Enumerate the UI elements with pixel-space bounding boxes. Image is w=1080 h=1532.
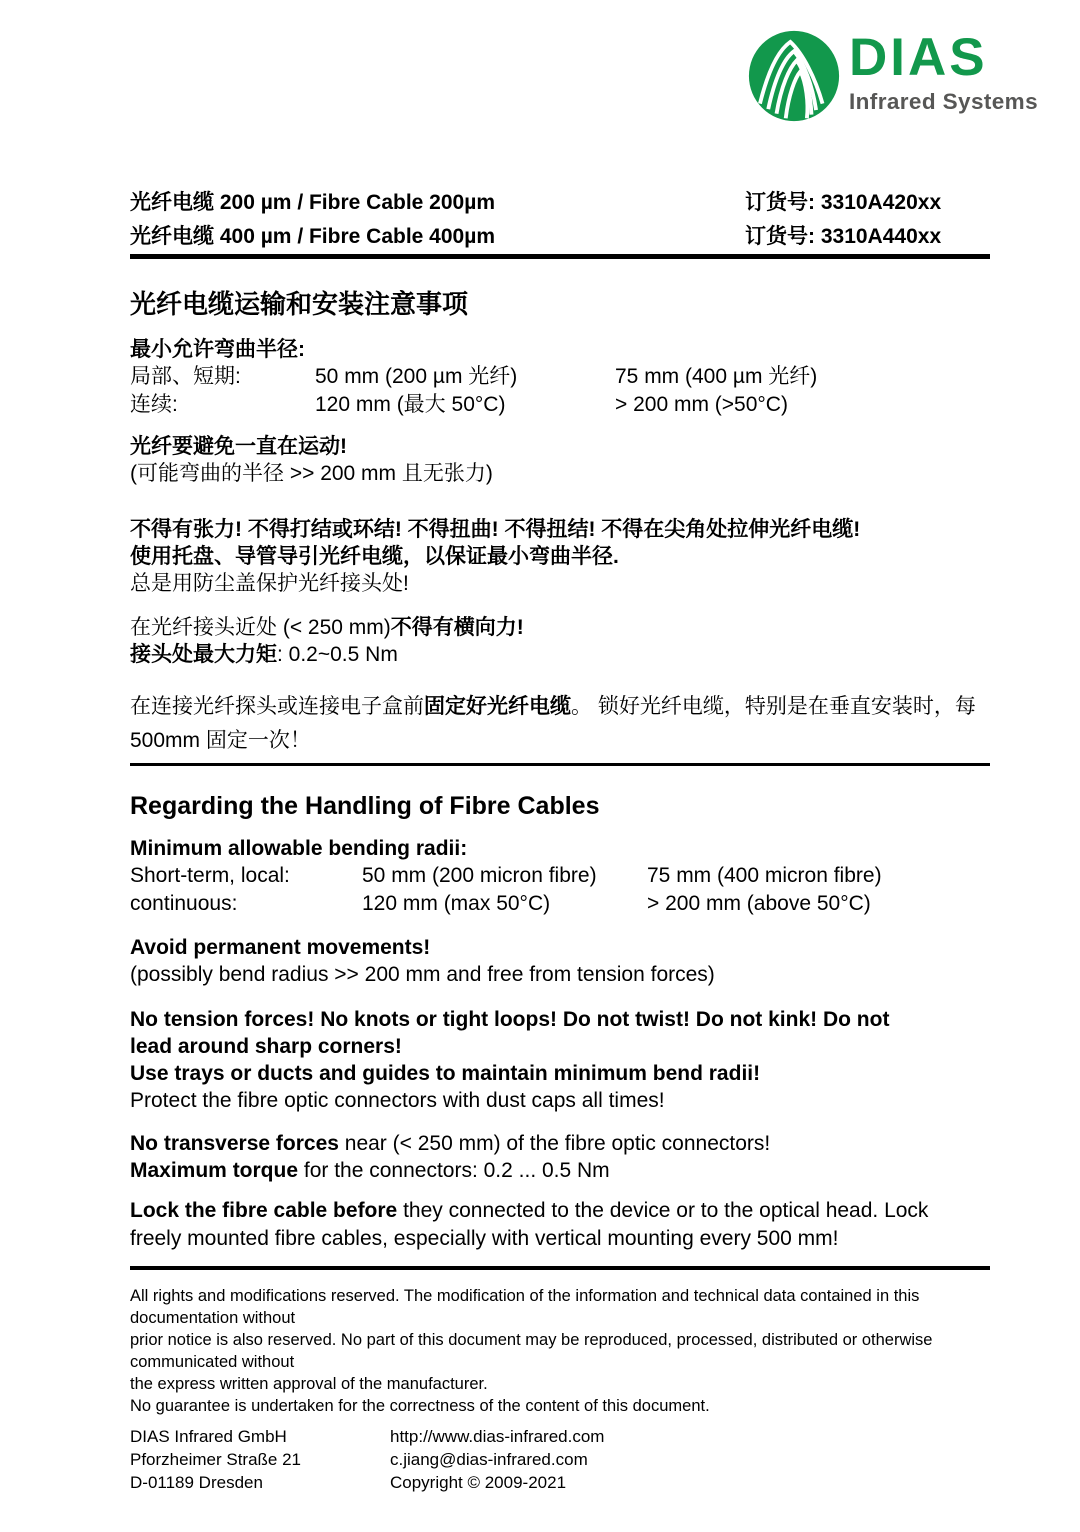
transverse-bold-en: No transverse forces xyxy=(130,1132,339,1155)
company-website: http://www.dias-infrared.com xyxy=(390,1427,605,1446)
disclaimer-line: All rights and modifications reserved. The modification of the information and technical data contained in this documentation without xyxy=(130,1287,920,1327)
lock-line2-cn: 500mm 固定一次！ xyxy=(130,729,311,752)
product-row xyxy=(130,220,990,254)
chinese-section xyxy=(130,286,990,758)
footer-divider xyxy=(130,1266,990,1270)
radii-value: 120 mm (最大 50°C) xyxy=(315,392,506,416)
radii-row-label: 局部、短期: xyxy=(130,365,241,388)
lock-cable-paragraph-en xyxy=(130,1197,990,1253)
page-footer xyxy=(130,1285,990,1494)
radii-value: > 200 mm (above 50°C) xyxy=(647,891,871,915)
order-number xyxy=(745,220,990,254)
company-street: Pforzheimer Straße 21 xyxy=(130,1450,302,1469)
torque-rest-cn: : 0.2~0.5 Nm xyxy=(277,643,398,666)
order-number xyxy=(745,186,990,220)
torque-bold-cn: 接头处最大力矩 xyxy=(130,643,277,666)
transverse-line-en xyxy=(130,1130,990,1157)
logo-tagline-text: Infrared Systems xyxy=(849,88,1038,114)
torque-line-cn xyxy=(130,641,990,668)
avoid-movement-note-cn: (可能弯曲的半径 >> 200 mm 且无张力) xyxy=(130,462,493,485)
legal-disclaimer xyxy=(130,1285,990,1417)
bending-radii-table-en xyxy=(130,862,990,917)
product-row xyxy=(130,186,990,220)
avoid-movement-note-en: (possibly bend radius >> 200 mm and free from tension forces) xyxy=(130,963,715,986)
transverse-bold-cn: 不得有横向力! xyxy=(390,616,524,639)
disclaimer-line: No guarantee is undertaken for the correctness of the content of this document. xyxy=(130,1397,710,1415)
torque-line-en xyxy=(130,1157,990,1184)
radii-row-label: continuous: xyxy=(130,891,238,915)
order-label: 订货号: xyxy=(745,191,815,214)
no-tension-line2-cn: 使用托盘、导管导引光纤电缆，以保证最小弯曲半径. xyxy=(130,545,619,568)
header-divider xyxy=(130,254,990,259)
radii-value: 50 mm (200 micron fibre) xyxy=(362,864,597,887)
dias-globe-icon xyxy=(748,30,840,122)
product-title: 光纤电缆 400 µm / Fibre Cable 400µm xyxy=(130,225,495,248)
transverse-line-cn xyxy=(130,614,990,641)
avoid-movement-block-en xyxy=(130,934,990,988)
lock-prefix-cn: 在连接光纤探头或连接电子盒前 xyxy=(130,695,424,718)
dust-cap-line-en: Protect the fibre optic connectors with dust caps all times! xyxy=(130,1089,665,1112)
lock-cable-paragraph-cn xyxy=(130,690,990,758)
dust-cap-line-cn: 总是用防尘盖保护光纤接头处! xyxy=(130,572,409,595)
disclaimer-line: prior notice is also reserved. No part of this document may be reproduced, processed, distributed or otherwise communicated without xyxy=(130,1331,933,1371)
trays-line-en: Use trays or ducts and guides to maintain minimum bend radii! xyxy=(130,1062,761,1085)
transverse-prefix-cn: 在光纤接头近处 (< 250 mm) xyxy=(130,616,391,639)
company-info xyxy=(130,1425,990,1494)
section-divider xyxy=(130,763,990,766)
radii-row-label: 连续: xyxy=(130,392,178,416)
order-value: 3310A440xx xyxy=(820,225,942,248)
disclaimer-line: the express written approval of the manufacturer. xyxy=(130,1375,488,1393)
bending-radii-heading-cn: 最小允许弯曲半径: xyxy=(130,338,305,361)
section-title-cn: 光纤电缆运输和安装注意事项 xyxy=(130,289,469,319)
no-tension-line1-en: No tension forces! No knots or tight loops! Do not twist! Do not kink! Do not xyxy=(130,1008,890,1031)
radii-value: > 200 mm (>50°C) xyxy=(615,392,788,416)
lock-line2-en: freely mounted fibre cables, especially with vertical mounting every 500 mm! xyxy=(130,1227,839,1250)
lock-rest-cn: 。 锁好光纤电缆，特别是在垂直安装时，每 xyxy=(571,695,976,718)
torque-rest-en: for the connectors: 0.2 ... 0.5 Nm xyxy=(298,1159,610,1182)
radii-value: 75 mm (400 micron fibre) xyxy=(647,864,882,887)
transverse-torque-block-en xyxy=(130,1130,990,1184)
logo xyxy=(748,30,1038,122)
order-label: 订货号: xyxy=(745,225,815,248)
company-name: DIAS Infrared GmbH xyxy=(130,1427,287,1446)
logo-brand-text: DIAS xyxy=(849,28,988,87)
company-address xyxy=(130,1425,390,1494)
transverse-rest-en: near (< 250 mm) of the fibre optic connectors! xyxy=(338,1132,771,1155)
order-value: 3310A420xx xyxy=(820,191,942,214)
radii-value: 75 mm (400 µm 光纤) xyxy=(615,365,818,388)
radii-value: 50 mm (200 µm 光纤) xyxy=(315,365,518,388)
section-title-en: Regarding the Handling of Fibre Cables xyxy=(130,792,600,820)
bending-radii-table-cn xyxy=(130,363,990,418)
no-tension-line2-en: lead around sharp corners! xyxy=(130,1035,402,1058)
lock-bold-en: Lock the fibre cable before xyxy=(130,1199,398,1222)
radii-value: 120 mm (max 50°C) xyxy=(362,891,551,915)
avoid-movement-bold-cn: 光纤要避免一直在运动! xyxy=(130,435,347,458)
transverse-torque-block-cn xyxy=(130,614,990,668)
avoid-movement-bold-en: Avoid permanent movements! xyxy=(130,936,431,959)
no-tension-line1-cn: 不得有张力! 不得打结或环结! 不得扭曲! 不得扭结! 不得在尖角处拉伸光纤电缆! xyxy=(130,518,861,541)
company-contact xyxy=(390,1425,990,1494)
product-title: 光纤电缆 200 µm / Fibre Cable 200µm xyxy=(130,191,495,214)
torque-bold-en: Maximum torque xyxy=(130,1159,299,1182)
radii-row-label: Short-term, local: xyxy=(130,864,290,887)
avoid-movement-block-cn xyxy=(130,433,990,487)
company-email: c.jiang@dias-infrared.com xyxy=(390,1450,588,1469)
lock-rest-en: they connected to the device or to the optical head. Lock xyxy=(397,1199,929,1222)
bending-radii-heading-en: Minimum allowable bending radii: xyxy=(130,837,468,860)
no-tension-block-en xyxy=(130,1006,990,1114)
no-tension-block-cn xyxy=(130,516,990,597)
lock-bold-cn: 固定好光纤电缆 xyxy=(424,695,571,718)
company-city: D-01189 Dresden xyxy=(130,1473,263,1492)
english-section xyxy=(130,789,990,1253)
copyright-line: Copyright © 2009-2021 xyxy=(390,1473,567,1492)
